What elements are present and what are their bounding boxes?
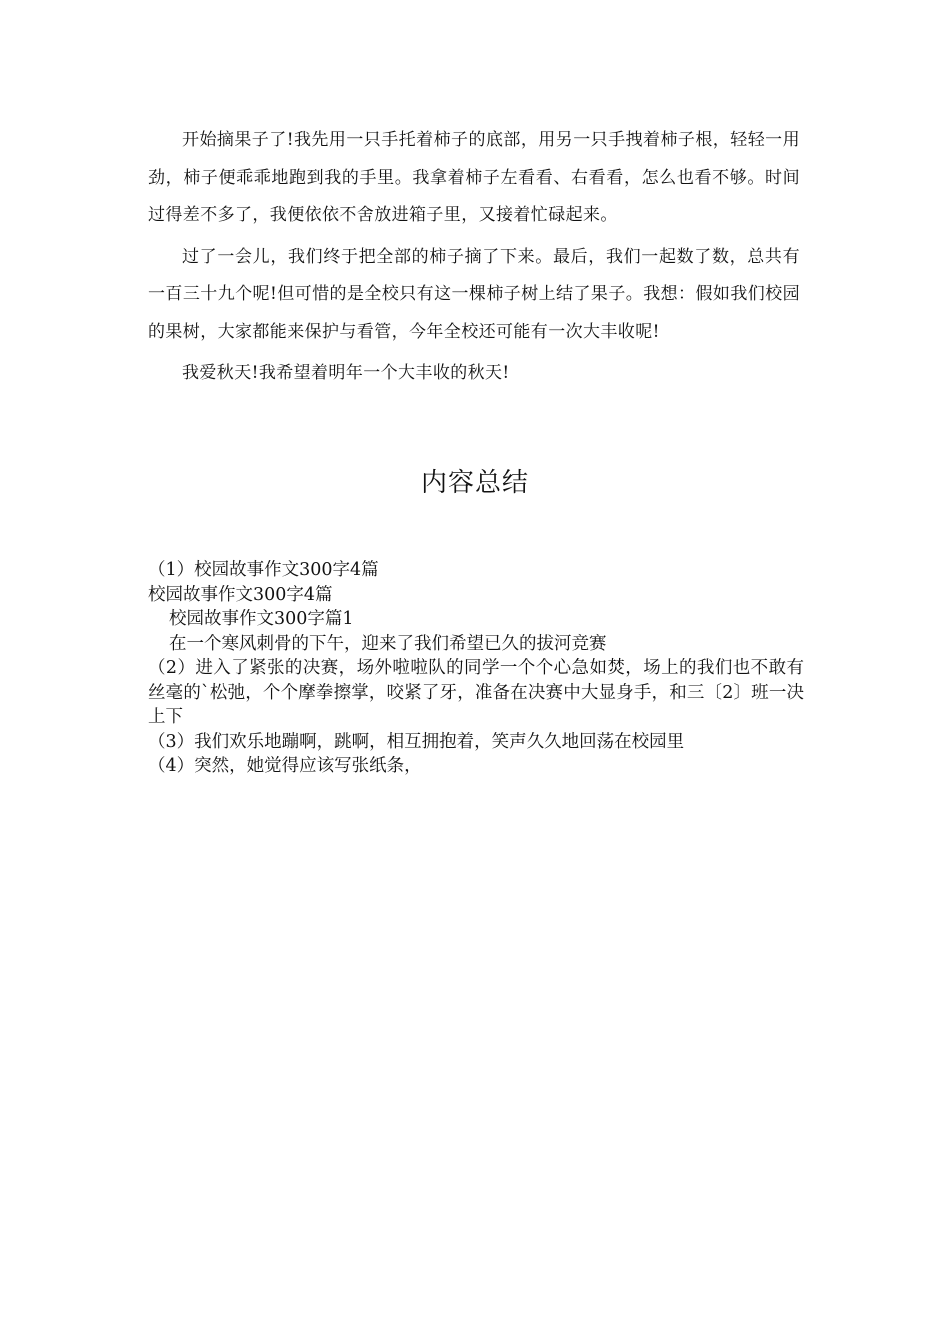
summary-line: 在一个寒风刺骨的下午，迎来了我们希望已久的拔河竞赛 bbox=[169, 633, 607, 654]
article-paragraph: 我爱秋天!我希望着明年一个大丰收的秋天! bbox=[182, 363, 510, 383]
summary-line: （1）校园故事作文300字4篇 bbox=[148, 560, 379, 580]
summary-line: 校园故事作文300字4篇 bbox=[148, 584, 333, 605]
summary-heading: 内容总结 bbox=[420, 468, 529, 498]
article-paragraph: 开始摘果子了!我先用一只手托着柿子的底部，用另一只手拽着柿子根，轻轻一用劲，柿子便乖乖地跑到我的手里。我拿着柿子左看看、右看看，怎么也看不够。时间过得差不多了，我便依依不舍放进箱子里，又接着忙碌起来。 bbox=[148, 130, 800, 225]
summary-line: 校园故事作文300字篇1 bbox=[169, 609, 354, 629]
summary-line: （4）突然，她觉得应该写张纸条， bbox=[148, 756, 422, 776]
article-paragraph: 过了一会儿，我们终于把全部的柿子摘了下来。最后，我们一起数了数，总共有一百三十九个呢!但可惜的是全校只有这一棵柿子树上结了果子。我想：假如我们校园的果树，大家都能来保护与看管，今年全校还可能有一次大丰收呢! bbox=[148, 246, 800, 342]
summary-list bbox=[148, 558, 804, 779]
summary-line: （3）我们欢乐地蹦啊，跳啊，相互拥抱着，笑声久久地回荡在校园里 bbox=[148, 731, 685, 752]
summary-line: （2）进入了紧张的决赛，场外啦啦队的同学一个个心急如焚，场上的我们也不敢有丝毫的`松弛，个个摩拳擦掌，咬紧了牙，准备在决赛中大显身手，和三〔2〕班一决上下 bbox=[148, 658, 804, 727]
article-body bbox=[148, 122, 800, 397]
